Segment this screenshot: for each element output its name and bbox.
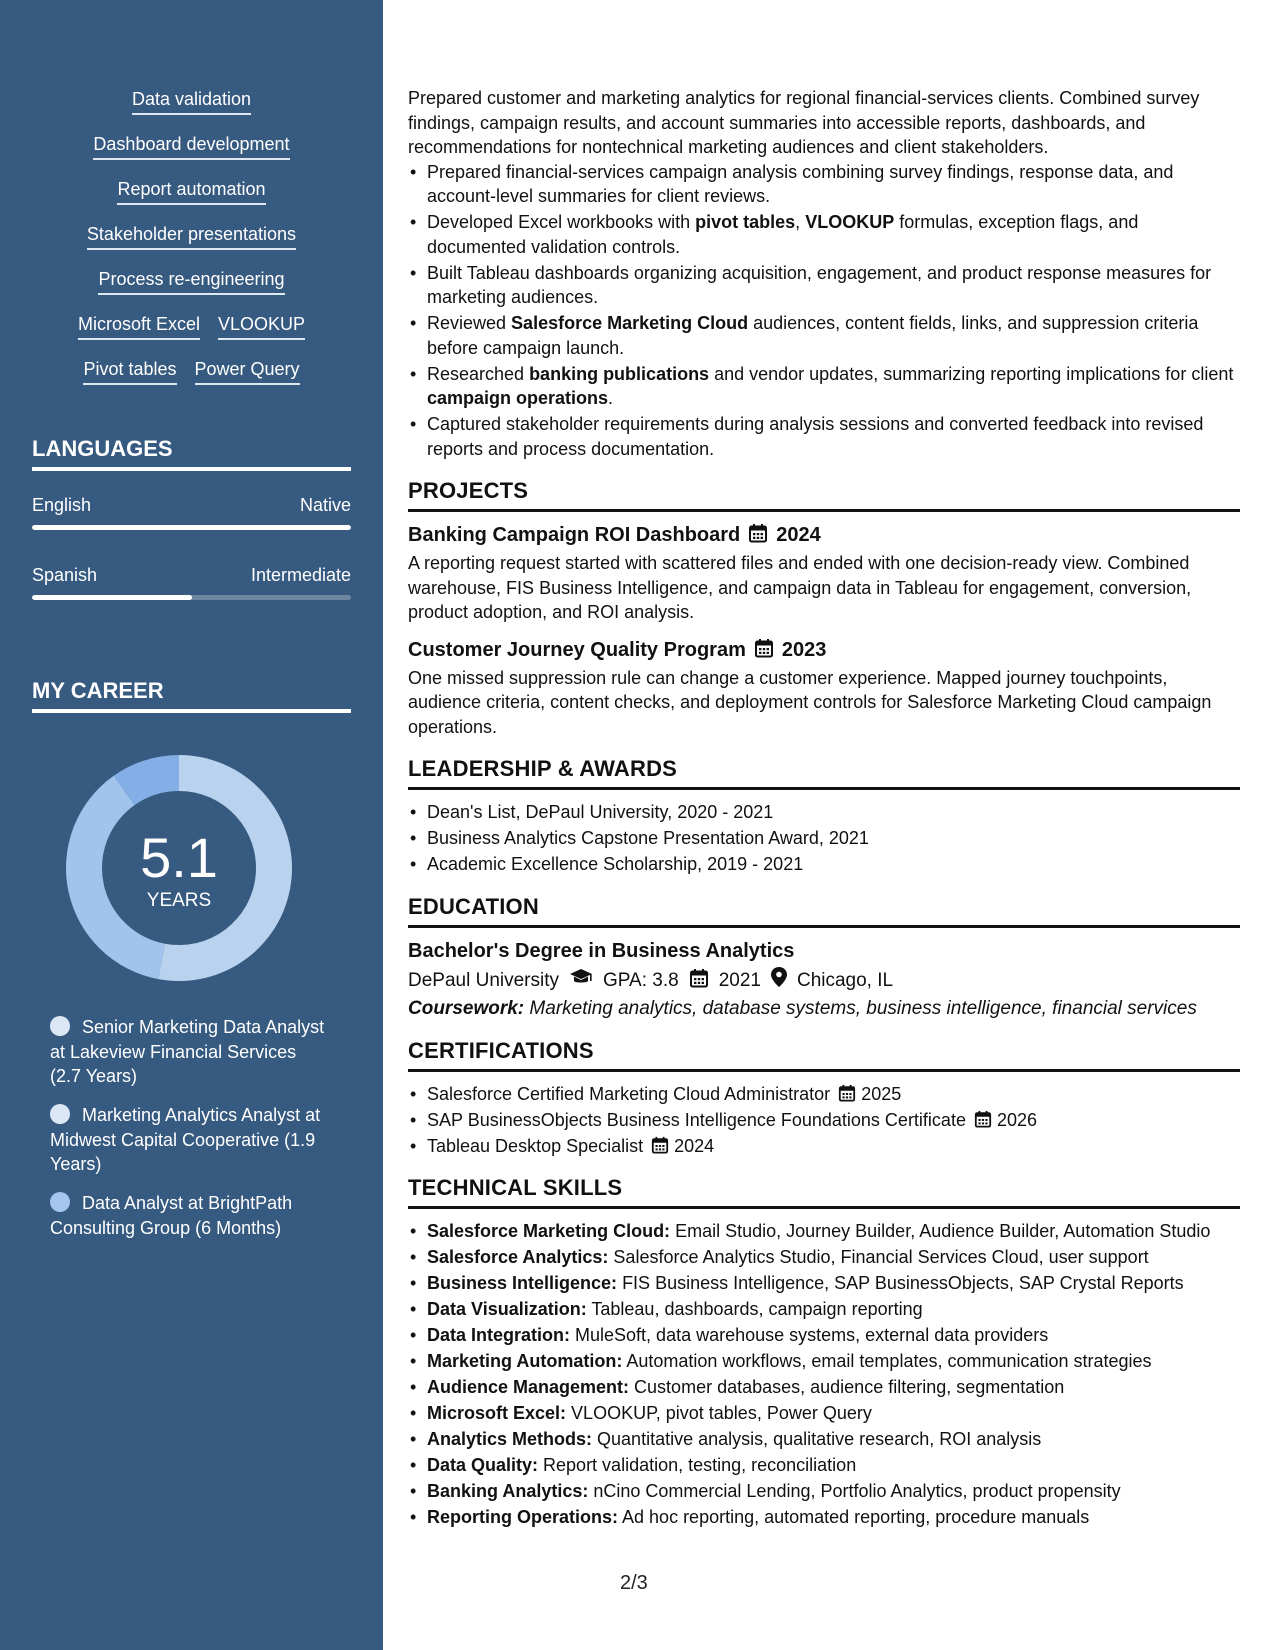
skill-chip-row <box>0 223 383 250</box>
calendar-icon <box>748 522 768 548</box>
bullet-emphasis: banking publications <box>529 363 710 384</box>
skill-chip: Power Query <box>195 358 300 385</box>
experience-bullet <box>408 210 1240 259</box>
bullet-text: , <box>795 212 806 232</box>
project-description: One missed suppression rule can change a customer experience. Mapped journey touchpoints, audience criteria, content checks, and deployment controls for Salesforce Marketing Cloud campaign operations. <box>408 667 1212 737</box>
skill-chip-row <box>0 88 383 115</box>
technical-skill-item <box>408 1401 1240 1426</box>
bullet-text: . <box>608 388 614 408</box>
certification-item <box>408 1108 1240 1133</box>
language-bar-fill <box>32 525 351 530</box>
skill-values: VLOOKUP, pivot tables, Power Query <box>566 1403 872 1423</box>
certification-name: SAP BusinessObjects Business Intelligence Foundations Certificate <box>427 1109 966 1130</box>
technical-skill-item <box>408 1479 1240 1504</box>
calendar-icon <box>974 1110 992 1130</box>
career-item-text: Senior Marketing Data Analyst at Lakeview Financial Services (2.7 Years) <box>50 1017 325 1086</box>
skill-category: Reporting Operations: <box>427 1507 619 1527</box>
sidebar <box>0 0 383 1650</box>
language-bar <box>32 595 351 600</box>
skill-category: Data Integration: <box>427 1325 571 1345</box>
bullet-text: and vendor updates, summarizing reporting implications for client <box>709 363 1234 384</box>
certification-name: Salesforce Certified Marketing Cloud Administrator <box>427 1083 831 1104</box>
certifications-list <box>408 1082 1240 1159</box>
coursework-label: Coursework: <box>408 997 525 1019</box>
skill-category: Data Visualization: <box>427 1299 587 1319</box>
map-pin-icon <box>771 967 787 996</box>
languages-heading: LANGUAGES <box>32 435 351 471</box>
location: Chicago, IL <box>796 970 894 991</box>
skill-chip-row <box>0 133 383 160</box>
career-item <box>50 1103 330 1177</box>
skill-values: Email Studio, Journey Builder, Audience Builder, Automation Studio <box>670 1221 1211 1241</box>
career-total-years: 5.1 <box>140 826 218 889</box>
skill-category: Audience Management: <box>427 1377 630 1397</box>
skill-values: MuleSoft, data warehouse systems, external data providers <box>570 1325 1049 1345</box>
calendar-icon <box>754 637 774 663</box>
skill-values: Quantitative analysis, qualitative research, ROI analysis <box>592 1429 1042 1449</box>
technical-skills-heading: TECHNICAL SKILLS <box>408 1174 1240 1209</box>
language-row <box>32 564 351 586</box>
skill-chip: VLOOKUP <box>218 313 305 340</box>
bullet-text: Reviewed <box>427 313 512 333</box>
skill-chip: Process re-engineering <box>98 268 284 295</box>
bullet-text: formulas, exception flags, and documented validation controls. <box>427 212 1139 257</box>
career-heading: MY CAREER <box>32 677 351 713</box>
calendar-icon <box>838 1084 856 1104</box>
experience-intro: Prepared customer and marketing analytics for regional financial-services clients. Combined survey findings, campaign results, and account summaries into accessible reports, dashboards, and recommendations for nontechnical marketing audiences and client stakeholders. <box>408 88 1200 157</box>
bullet-text: Prepared financial-services campaign analysis combining survey findings, response data, and account-level summaries for client reviews. <box>427 161 1174 206</box>
experience-bullet <box>408 412 1240 461</box>
skill-values: Salesforce Analytics Studio, Financial Services Cloud, user support <box>608 1247 1149 1267</box>
skill-category: Marketing Automation: <box>427 1351 623 1371</box>
education-meta <box>408 967 1240 996</box>
leadership-item: • Business Analytics Capstone Presentation Award, 2021 <box>408 826 1240 851</box>
bullet-emphasis: campaign operations <box>427 388 609 408</box>
calendar-icon <box>689 967 709 995</box>
bullet-text: Built Tableau dashboards organizing acquisition, engagement, and product response measures for marketing audiences. <box>427 262 1212 307</box>
education-heading: EDUCATION <box>408 893 1240 928</box>
skill-chip-row <box>0 178 383 205</box>
project-item <box>408 522 1240 625</box>
career-item <box>50 1191 330 1240</box>
project-description: A reporting request started with scattered files and ended with one decision-ready view. Combined warehouse, FIS Business Intelligence, and campaign data in Tableau for engagement, conversion, product adoption, and ROI analysis. <box>408 553 1192 622</box>
career-dot <box>50 1192 70 1212</box>
skill-chip: Pivot tables <box>83 358 176 385</box>
career-dot <box>50 1016 70 1036</box>
skill-category: Banking Analytics: <box>427 1481 589 1501</box>
skill-values: Tableau, dashboards, campaign reporting <box>586 1299 923 1319</box>
project-title: Banking Campaign ROI Dashboard <box>408 524 741 546</box>
technical-skill-item <box>408 1297 1240 1322</box>
skill-chip-row <box>0 313 383 340</box>
degree-title: Bachelor's Degree in Business Analytics <box>408 939 795 962</box>
leadership-item: • Academic Excellence Scholarship, 2019 - 2021 <box>408 852 1240 877</box>
career-item-text: Marketing Analytics Analyst at Midwest Capital Cooperative (1.9 Years) <box>50 1105 321 1174</box>
technical-skill-item <box>408 1323 1240 1348</box>
language-name: English <box>32 495 92 515</box>
main-content <box>408 86 1240 1531</box>
calendar-icon <box>651 1136 669 1156</box>
language-bar <box>32 525 351 530</box>
bullet-text: Developed Excel workbooks with <box>427 212 696 232</box>
skill-values: FIS Business Intelligence, SAP BusinessObjects, SAP Crystal Reports <box>617 1273 1184 1293</box>
bullet-emphasis: VLOOKUP <box>805 212 895 232</box>
experience-bullet <box>408 362 1240 411</box>
bullet-text: audiences, content fields, links, and suppression criteria before campaign launch. <box>427 313 1199 358</box>
project-year: 2024 <box>776 524 821 546</box>
experience-bullets <box>408 160 1240 462</box>
skill-chip-row <box>0 358 383 385</box>
experience-bullet <box>408 160 1240 209</box>
technical-skill-item <box>408 1271 1240 1296</box>
career-years-label: YEARS <box>146 890 212 911</box>
skill-category: Salesforce Marketing Cloud: <box>427 1221 671 1241</box>
certification-year: 2024 <box>674 1135 715 1156</box>
language-level: Intermediate <box>250 565 351 585</box>
skill-chip: Microsoft Excel <box>78 313 200 340</box>
skill-chip: Stakeholder presentations <box>87 223 296 250</box>
skill-category: Salesforce Analytics: <box>427 1247 609 1267</box>
certification-item <box>408 1082 1240 1107</box>
career-item <box>50 1015 330 1089</box>
skill-values: Ad hoc reporting, automated reporting, procedure manuals <box>618 1507 1090 1527</box>
certifications-heading: CERTIFICATIONS <box>408 1037 1240 1072</box>
page-number: 2/3 <box>620 1572 648 1594</box>
coursework <box>408 996 1240 1021</box>
gpa: GPA: 3.8 <box>603 970 679 991</box>
graduation-cap-icon <box>569 967 593 995</box>
technical-skill-item <box>408 1505 1240 1530</box>
leadership-list <box>408 800 1240 877</box>
bullet-text: Researched <box>427 363 530 384</box>
skill-category: Data Quality: <box>427 1455 539 1475</box>
skill-values: Report validation, testing, reconciliation <box>538 1455 857 1475</box>
skill-chip: Data validation <box>132 88 251 115</box>
skill-category: Business Intelligence: <box>427 1273 618 1293</box>
language-level: Native <box>299 495 351 515</box>
certification-name: Tableau Desktop Specialist <box>427 1135 644 1156</box>
experience-bullet <box>408 311 1240 360</box>
technical-skill-item <box>408 1219 1240 1244</box>
career-dot <box>50 1104 70 1124</box>
skill-chip-row <box>0 268 383 295</box>
certification-year: 2025 <box>861 1083 902 1104</box>
project-year: 2023 <box>781 638 827 661</box>
technical-skill-item <box>408 1453 1240 1478</box>
experience-bullet <box>408 261 1240 310</box>
leadership-item: • Dean's List, DePaul University, 2020 - 2021 <box>408 800 1240 825</box>
skill-category: Analytics Methods: <box>427 1429 593 1449</box>
bullet-text: Captured stakeholder requirements during analysis sessions and converted feedback into revised reports and process documentation. <box>427 414 1204 459</box>
skill-values: Automation workflows, email templates, communication strategies <box>622 1351 1152 1371</box>
technical-skill-item <box>408 1375 1240 1400</box>
school-name: DePaul University <box>408 970 559 991</box>
skill-category: Microsoft Excel: <box>427 1403 567 1423</box>
skill-values: nCino Commercial Lending, Portfolio Analytics, product propensity <box>588 1481 1121 1501</box>
certification-year: 2026 <box>996 1109 1038 1130</box>
technical-skill-item <box>408 1245 1240 1270</box>
career-item-text: Data Analyst at BrightPath Consulting Group (6 Months) <box>50 1193 293 1238</box>
certification-item <box>408 1134 1240 1159</box>
technical-skill-item <box>408 1349 1240 1374</box>
coursework-text: Marketing analytics, database systems, business intelligence, financial services <box>524 997 1197 1019</box>
technical-skills-list <box>408 1219 1240 1530</box>
language-bar-fill <box>32 595 192 600</box>
project-title: Customer Journey Quality Program <box>408 638 746 661</box>
projects-heading: PROJECTS <box>408 477 1240 512</box>
language-row <box>32 494 351 516</box>
skill-values: Customer databases, audience filtering, segmentation <box>629 1377 1065 1397</box>
skill-chip: Dashboard development <box>93 133 289 160</box>
graduation-year: 2021 <box>718 970 761 991</box>
language-name: Spanish <box>32 565 98 585</box>
bullet-emphasis: pivot tables <box>695 212 796 232</box>
leadership-heading: LEADERSHIP & AWARDS <box>408 755 1240 790</box>
bullet-emphasis: Salesforce Marketing Cloud <box>511 313 749 333</box>
technical-skill-item <box>408 1427 1240 1452</box>
skill-chip: Report automation <box>117 178 265 205</box>
project-item <box>408 637 1240 740</box>
